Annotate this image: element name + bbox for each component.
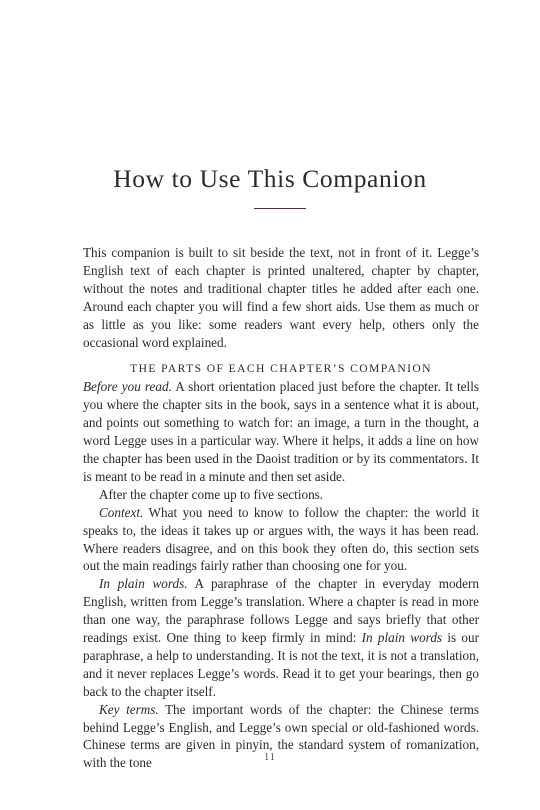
paragraph-text: After the chapter come up to five sections. (99, 486, 324, 502)
paragraph-in-plain-words (83, 575, 479, 700)
paragraph-text: What you need to know to follow the chapter: the world it speaks to, the ideas it takes up or argues with, the ways it has been read. Where readers disagree, and on this book they often do, this section sets out the main readings fairly rather than choosing one for you. (83, 504, 479, 574)
term-label: Key terms. (99, 701, 159, 717)
body-text (83, 244, 479, 772)
intro-paragraph: This companion is built to sit beside the text, not in front of it. Legge’s English text of each chapter is printed unaltered, chapter by chapter, without the notes and traditional chapter titles he added after each one. Around each chapter you will find a few short aids. Use them as much or as little as you like: some readers want every help, others only the occasional word explained. (83, 245, 479, 350)
term-label: Context. (99, 504, 144, 520)
section-heading: THE PARTS OF EACH CHAPTER’S COMPANION (130, 362, 432, 376)
paragraph-context (83, 504, 479, 576)
paragraph-before-you-read (83, 378, 479, 485)
paragraph-text: A paraphrase of the chapter in everyday modern English, written from Legge’s translation. Where a chapter is read in more than one way, the paraphrase follows Legge and says briefly that other readings exist. One thing to keep firmly in mind: (83, 576, 479, 646)
inline-term: In plain words (361, 630, 443, 646)
title-rule (254, 208, 306, 209)
page-title: How to Use This Companion (113, 164, 427, 193)
term-label: In plain words. (99, 576, 188, 592)
page-number: 11 (264, 752, 276, 763)
paragraph-text: The important words of the chapter: the Chinese terms behind Legge’s English, and Legge’s own special or old-fashioned words. Chinese terms are given in pinyin, the standard system of romanization, with the tone (83, 701, 479, 771)
paragraph-text-tail: is our paraphrase, a help to understanding. It is not the text, it is not a translation, and it never replaces Legge’s words. Read it to get your bearings, then go back to the chapter itself. (83, 630, 479, 699)
paragraph-text: A short orientation placed just before the chapter. It tells you where the chapter sits in the book, says in a sentence what it is about, and points out something to watch for: an image, a turn in the thought, a word Legge uses in a particular way. Where it helps, it adds a line on how the chapter has been used in the Daoist tradition or by its commentators. It is meant to be read in a minute and then set aside. (83, 379, 480, 484)
term-label: Before you read. (83, 379, 172, 395)
paragraph-sections-intro (83, 486, 479, 504)
